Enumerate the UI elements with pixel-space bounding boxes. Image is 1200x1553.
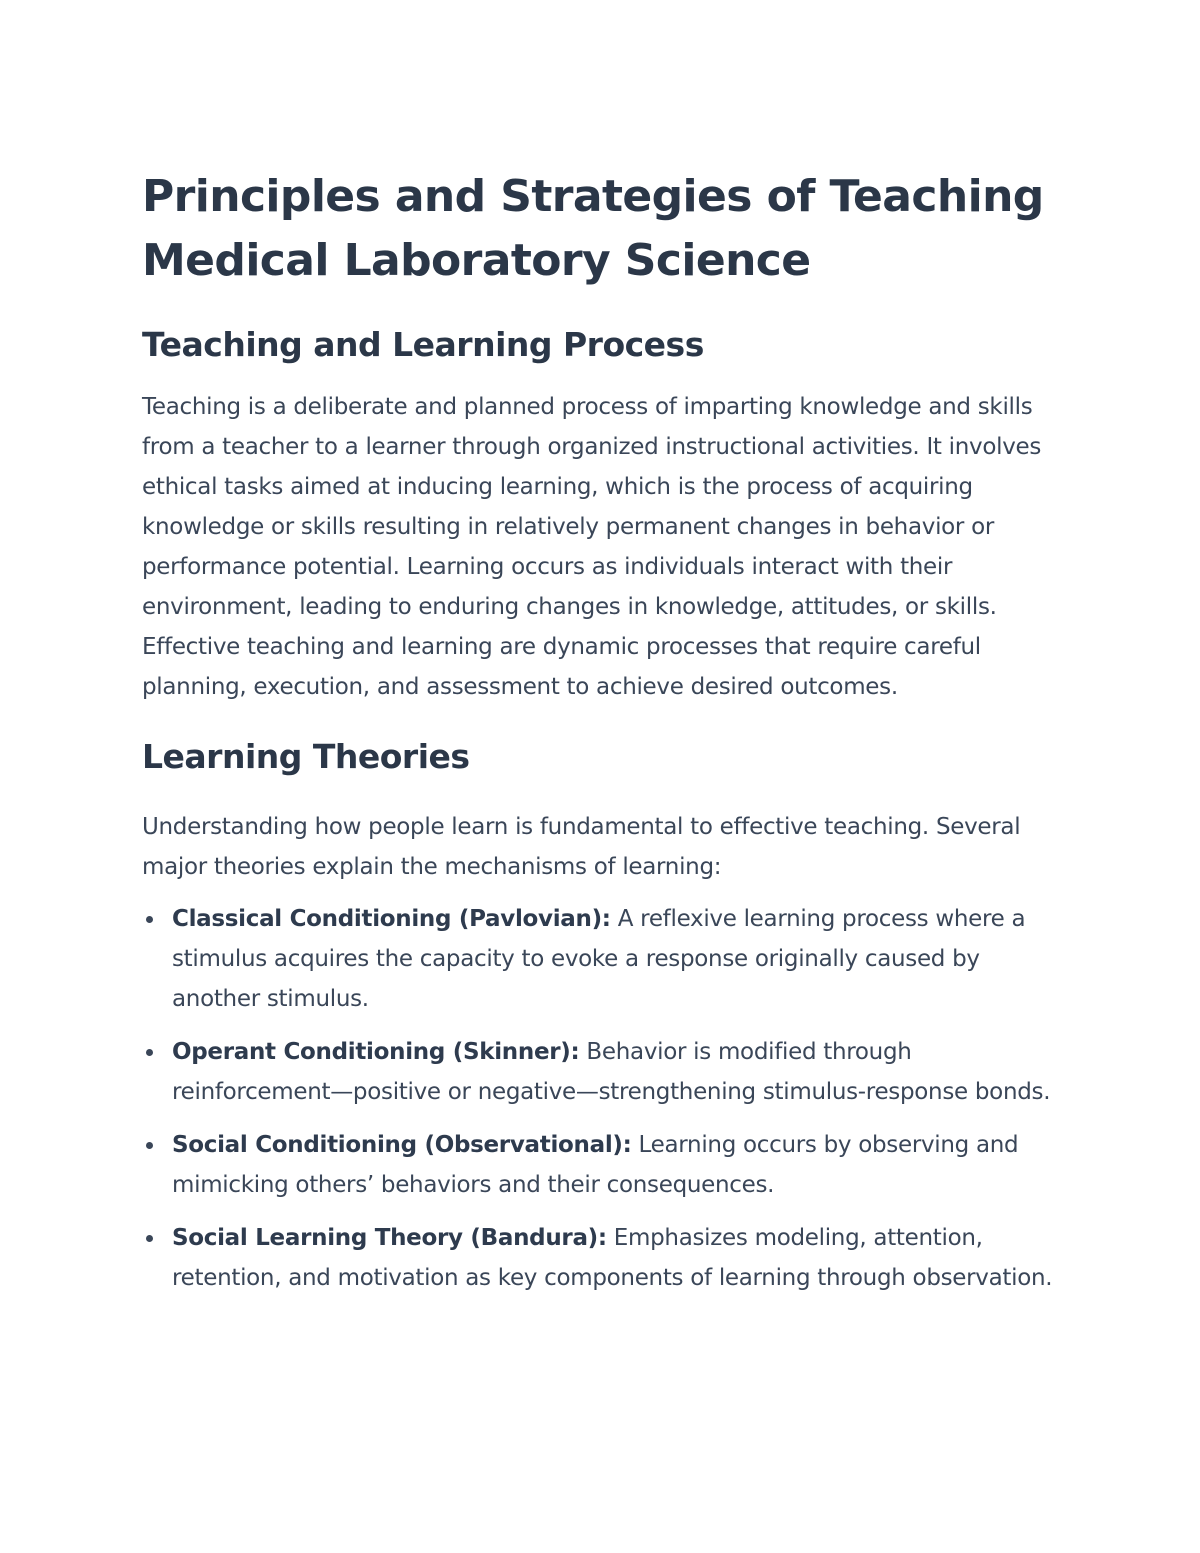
section-paragraph-learning-theories: Understanding how people learn is fundamental to effective teaching. Several major theories explain the mechanisms of learning: <box>142 814 1021 880</box>
list-item <box>142 1032 1072 1112</box>
document-page <box>142 165 1072 1311</box>
list-item <box>142 1125 1072 1205</box>
learning-theories-list <box>142 899 1072 1298</box>
list-item-term: Operant Conditioning (Skinner): <box>172 1039 580 1065</box>
list-item-text: Behavior is modified through reinforcement—positive or negative—strengthening stimulus-response bonds. <box>172 1039 1051 1105</box>
bullet-icon <box>146 1049 153 1056</box>
list-item-text: Emphasizes modeling, attention, retention, and motivation as key components of learning through observation. <box>172 1225 1053 1291</box>
section-paragraph-teaching-learning-process: Teaching is a deliberate and planned process of imparting knowledge and skills from a teacher to a learner through organized instructional activities. It involves ethical tasks aimed at inducing learning, which is the process of acquiring knowledge or skills resulting in relatively permanent changes in behavior or performance potential. Learning occurs as individuals interact with their environment, leading to enduring changes in knowledge, attitudes, or skills. Effective teaching and learning are dynamic processes that require careful planning, execution, and assessment to achieve desired outcomes. <box>142 394 1042 700</box>
section-heading-learning-theories: Learning Theories <box>142 737 470 776</box>
list-item <box>142 1218 1072 1298</box>
bullet-icon <box>146 1142 153 1149</box>
bullet-icon <box>146 916 153 923</box>
list-item-text: Learning occurs by observing and mimicking others’ behaviors and their consequences. <box>172 1132 1019 1198</box>
document-title: Principles and Strategies of Teaching Medical Laboratory Science <box>142 171 1044 286</box>
list-item-term: Social Learning Theory (Bandura): <box>172 1225 607 1251</box>
list-item-term: Social Conditioning (Observational): <box>172 1132 632 1158</box>
list-item-text: A reflexive learning process where a stimulus acquires the capacity to evoke a response originally caused by another stimulus. <box>172 906 1026 1012</box>
section-heading-teaching-learning-process: Teaching and Learning Process <box>142 325 704 364</box>
list-item <box>142 899 1072 1019</box>
bullet-icon <box>146 1235 153 1242</box>
list-item-term: Classical Conditioning (Pavlovian): <box>172 906 611 932</box>
